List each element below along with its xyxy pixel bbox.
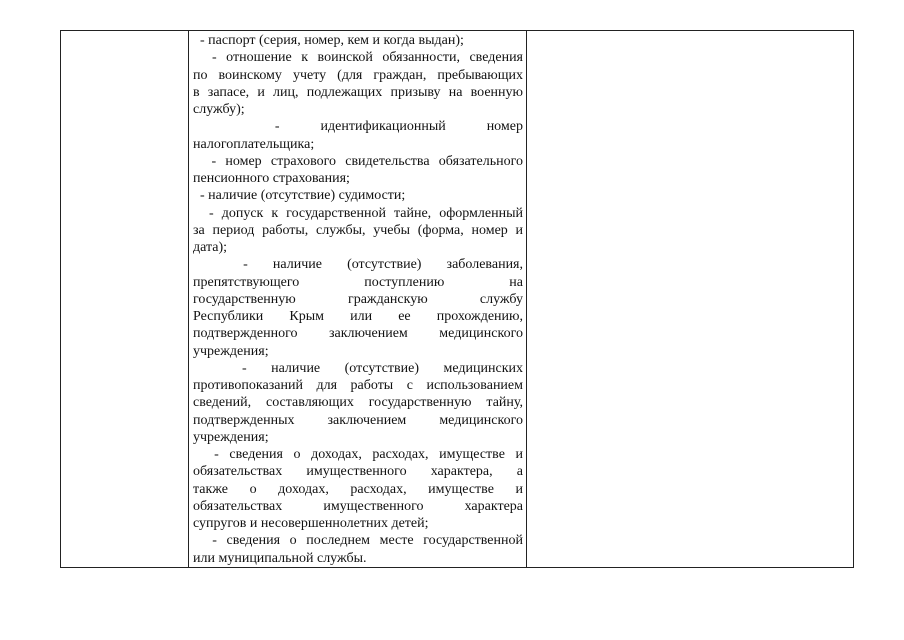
text-line: обязательствах имущественного характера, а <box>193 464 523 480</box>
text-line: - отношение к воинской обязанности, сведения <box>193 50 523 66</box>
text-line: по воинскому учету (для граждан, пребывающих <box>193 67 523 83</box>
text-line: подтвержденных заключением медицинского <box>193 412 523 428</box>
document-table <box>60 30 854 568</box>
text-line: сведений, составляющих государственную тайну, <box>193 395 523 411</box>
text-line: - допуск к государственной тайне, оформленный <box>193 205 523 221</box>
text-line: учреждения; <box>193 343 269 359</box>
text-line: подтвержденного заключением медицинского <box>193 326 523 342</box>
text-line: дата); <box>193 240 228 255</box>
text-line: - наличие (отсутствие) заболевания, <box>193 257 523 273</box>
text-line: супругов и несовершеннолетних детей; <box>193 516 429 531</box>
text-line: государственную гражданскую службу <box>193 291 523 307</box>
text-line: противопоказаний для работы с использованием <box>193 378 523 393</box>
text-line: службу); <box>193 102 245 117</box>
text-line: в запасе, и лиц, подлежащих призыву на военную <box>193 84 523 100</box>
text-line: - наличие (отсутствие) судимости; <box>193 188 406 204</box>
text-line: или муниципальной службы. <box>193 550 367 566</box>
text-line: - идентификационный номер <box>193 119 523 135</box>
text-line: - сведения о последнем месте государственной <box>193 533 523 549</box>
text-line: также о доходах, расходах, имуществе и <box>193 481 523 497</box>
text-line: за период работы, службы, учебы (форма, номер и <box>193 222 523 238</box>
requirements-text <box>193 32 523 567</box>
table-row <box>61 31 854 568</box>
text-line: пенсионного страхования; <box>193 171 350 186</box>
text-line: - паспорт (серия, номер, кем и когда выдан); <box>193 33 464 48</box>
text-line: учреждения; <box>193 429 269 445</box>
right-column-cell <box>527 31 854 568</box>
text-line: - номер страхового свидетельства обязательного <box>193 153 523 169</box>
middle-column-cell <box>189 31 527 568</box>
left-column-cell <box>61 31 189 568</box>
text-line: - сведения о доходах, расходах, имуществе и <box>193 447 523 462</box>
text-line: - наличие (отсутствие) медицинских <box>193 360 523 376</box>
text-line: Республики Крым или ее прохождению, <box>193 309 523 324</box>
text-line: обязательствах имущественного характера <box>193 498 523 514</box>
text-line: налогоплательщика; <box>193 136 315 152</box>
text-line: препятствующего поступлению на <box>193 274 523 290</box>
